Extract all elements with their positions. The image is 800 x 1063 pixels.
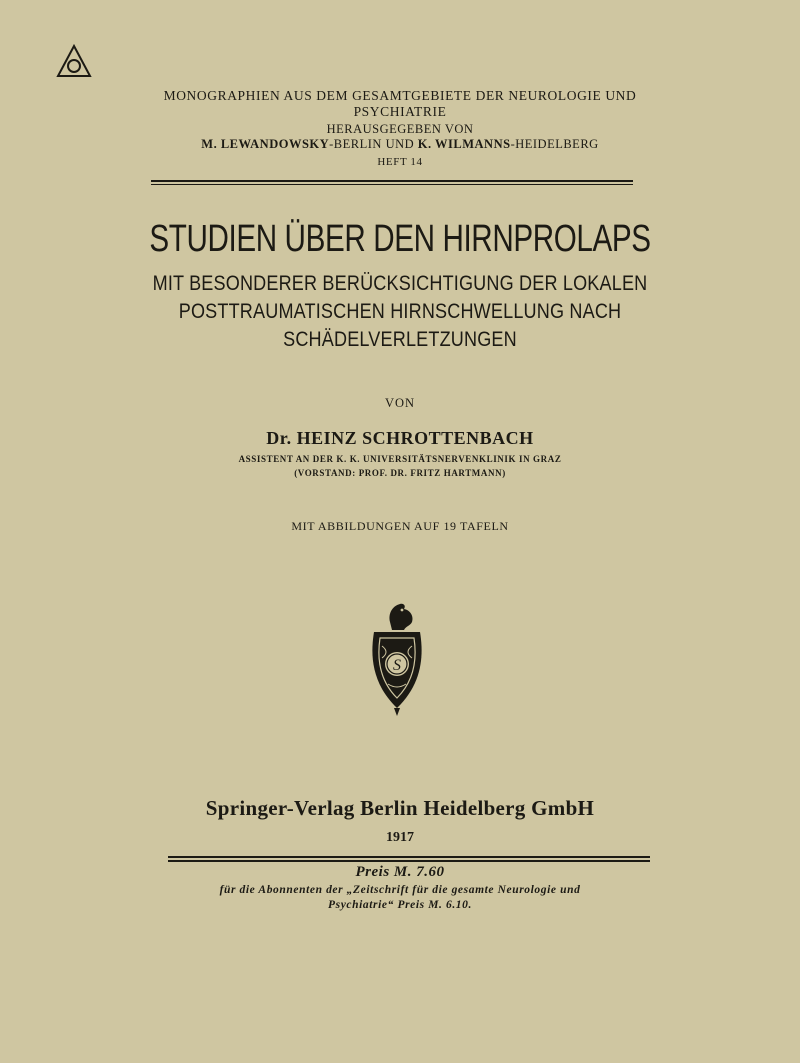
affiliation-line: ASSISTENT AN DER K. K. UNIVERSITÄTSNERVENKLINIK IN GRAZ [238, 454, 562, 464]
bottom-divider [168, 856, 650, 862]
series-title [0, 88, 800, 120]
triangle-circle-icon [56, 44, 92, 78]
subscriber-line-1: für die Abonnenten der „Zeitschrift für die gesamte Neurologie und [219, 884, 581, 896]
series-line-2: PSYCHIATRIE [353, 104, 447, 119]
subtitle-line-2: POSTTRAUMATISCHEN HIRNSCHWELLUNG NACH [178, 300, 622, 323]
book-title: STUDIEN ÜBER DEN HIRNPROLAPS [149, 218, 651, 260]
book-subtitle [56, 270, 744, 354]
author-name: Dr. HEINZ SCHROTTENBACH [266, 428, 534, 448]
top-divider [151, 180, 633, 185]
svg-text:S: S [393, 657, 401, 674]
chief-line: (VORSTAND: PROF. DR. FRITZ HARTMANN) [294, 468, 506, 478]
editor-2-name: K. WILMANNS [417, 137, 511, 151]
editor-2-city: -HEIDELBERG [510, 137, 599, 151]
editor-1-city: -BERLIN UND [329, 137, 418, 151]
series-line-1: MONOGRAPHIEN AUS DEM GESAMTGEBIETE DER NEUROLOGIE UND [163, 88, 637, 103]
author-affiliation [0, 452, 800, 480]
publisher-name: Springer-Verlag Berlin Heidelberg GmbH [205, 796, 595, 820]
by-label: VON [384, 396, 416, 410]
subscriber-price [0, 883, 800, 913]
subtitle-line-1: MIT BESONDERER BERÜCKSICHTIGUNG DER LOKALEN [152, 272, 648, 295]
editors-block [0, 122, 800, 152]
editor-1-name: M. LEWANDOWSKY [201, 137, 330, 151]
issue-number: HEFT 14 [377, 156, 423, 168]
springer-knight-emblem-icon [360, 600, 434, 718]
publication-year: 1917 [386, 830, 414, 845]
editors-names [0, 137, 800, 152]
illustrations-note: MIT ABBILDUNGEN AUF 19 TAFELN [291, 519, 509, 533]
subscriber-line-2: Psychiatrie“ Preis M. 6.10. [328, 899, 472, 911]
price-main: Preis M. 7.60 [355, 864, 445, 880]
subtitle-line-3: SCHÄDELVERLETZUNGEN [283, 328, 517, 351]
editors-intro: HERAUSGEGEBEN VON [326, 122, 474, 136]
